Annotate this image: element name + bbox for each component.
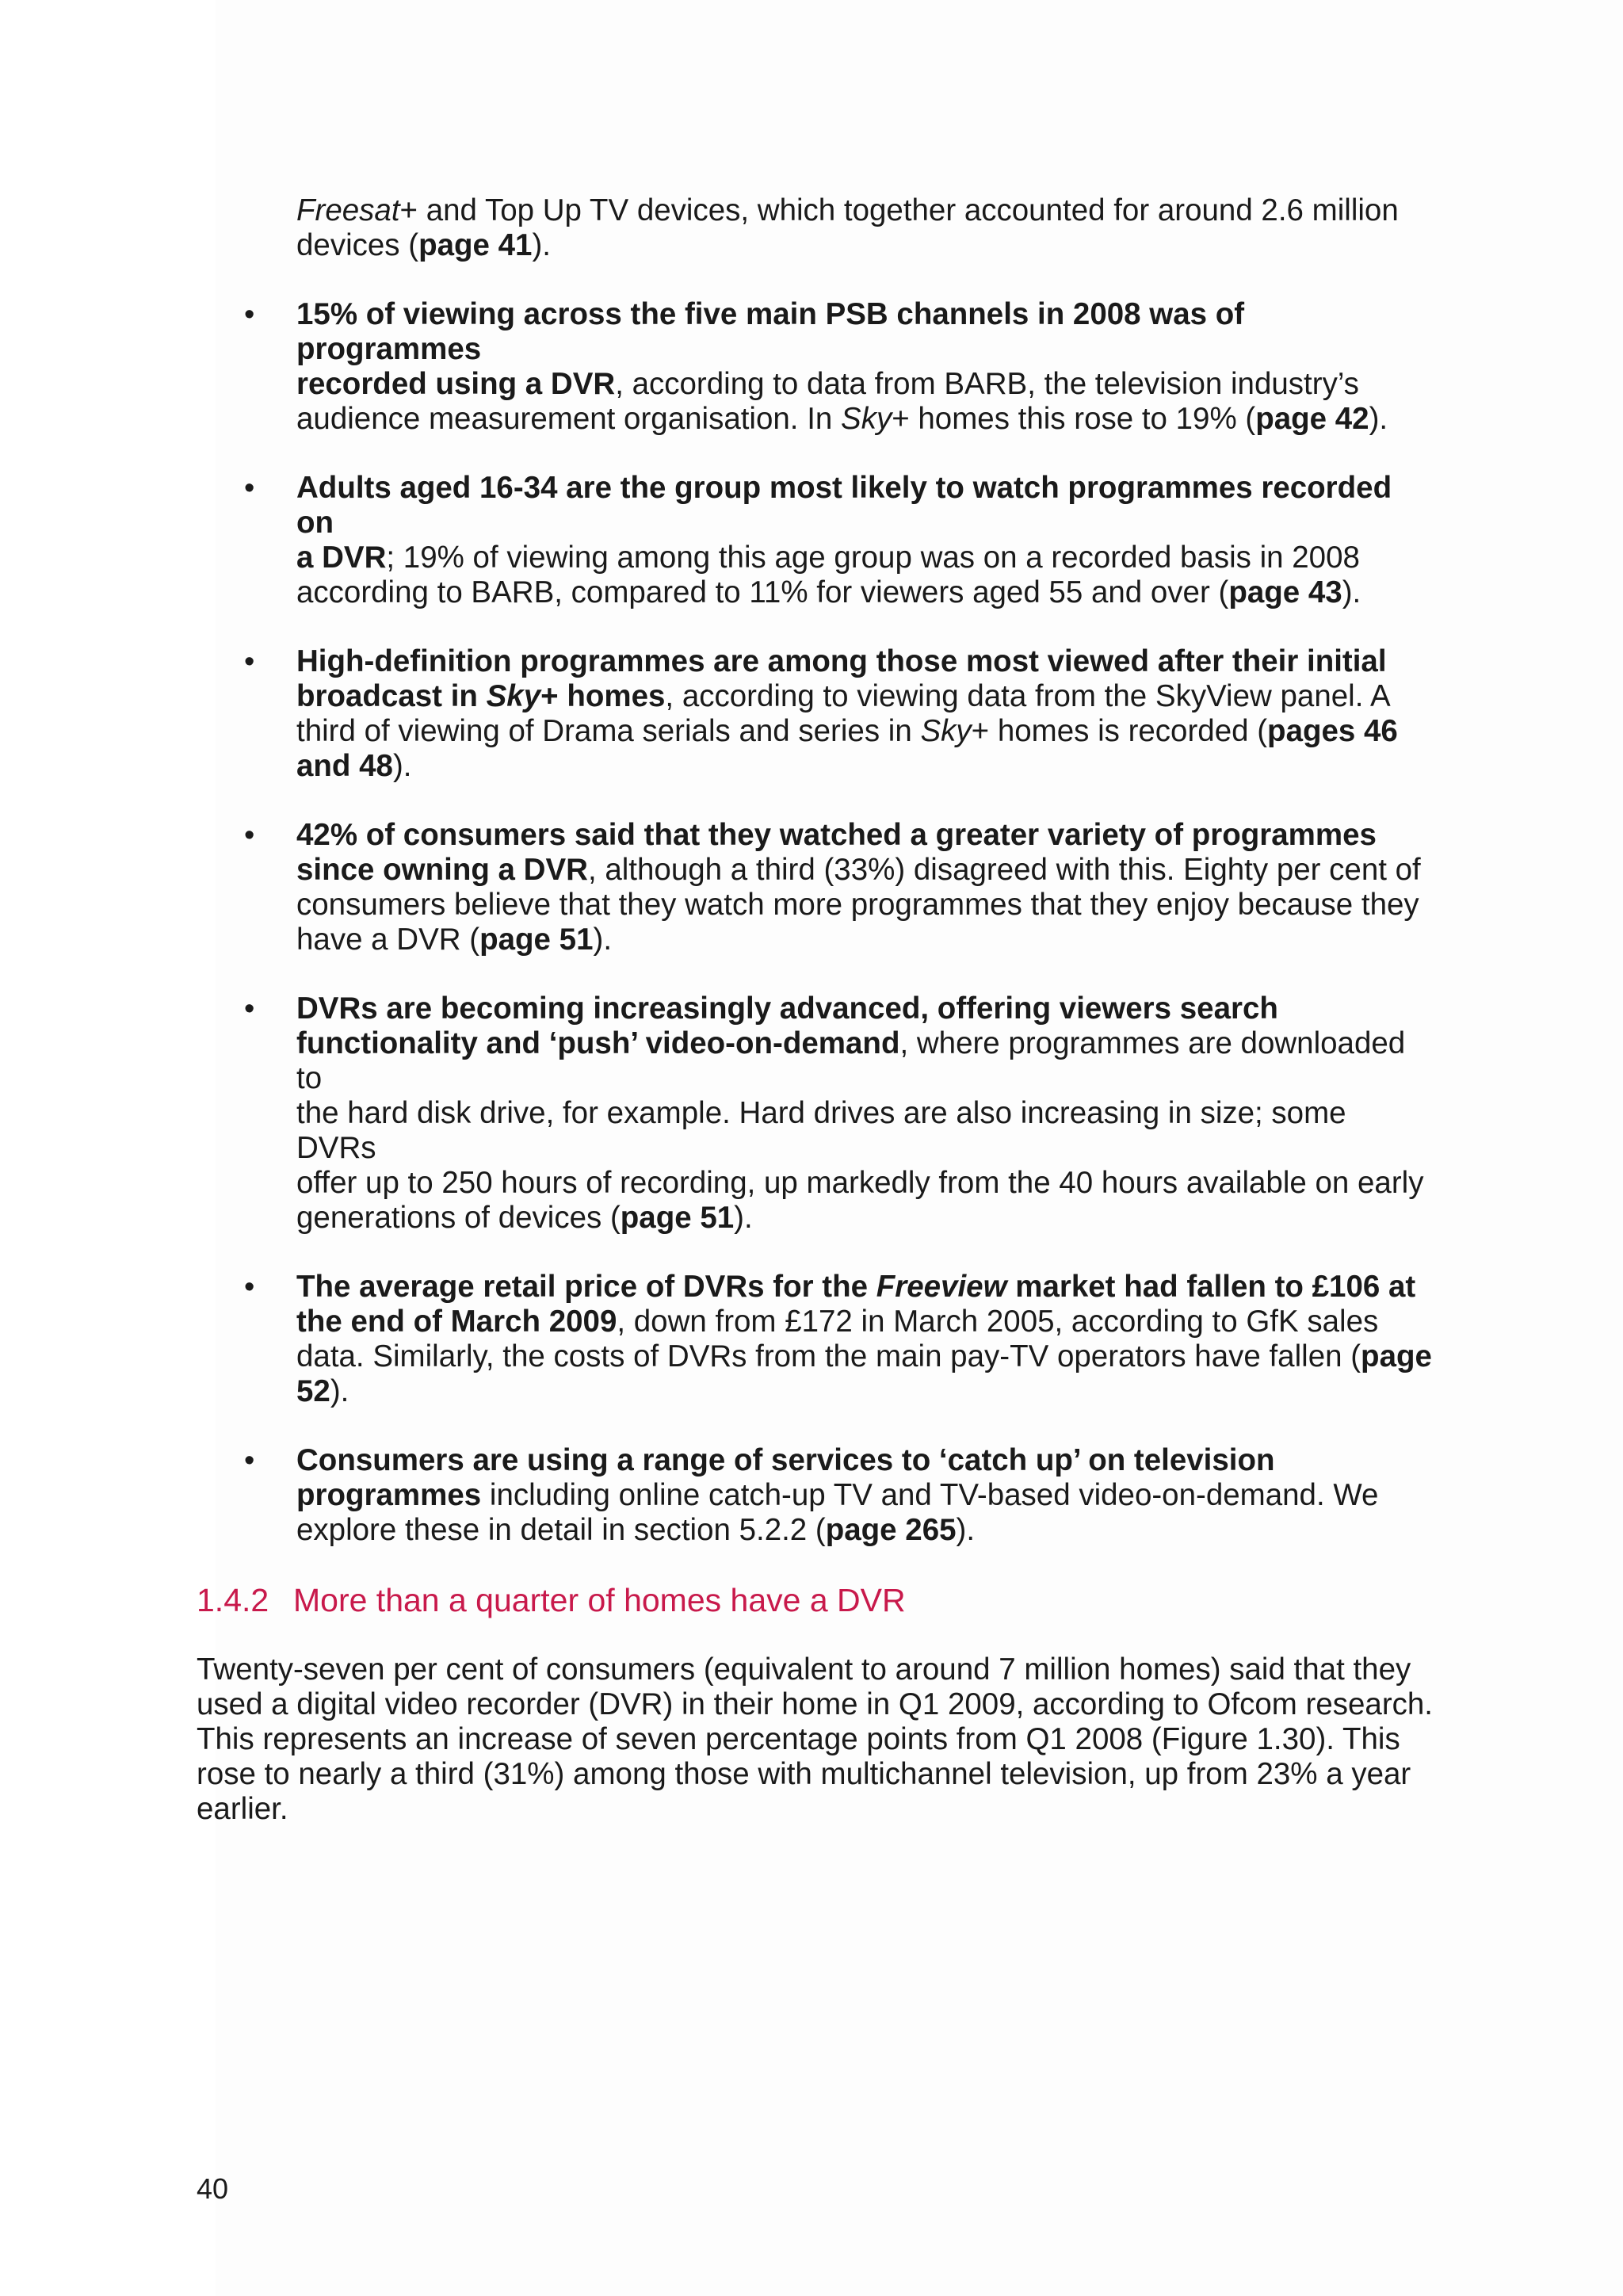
bullet-text: DVRs are becoming increasingly advanced, offering viewers search functionality and ‘push’ video-on-demand, where programmes are downloaded to the hard disk drive, for example. Hard drives are also increasing in size; some DVRs offer up to 250 hours of recording, up markedly from the 40 hours available on early generations of devices (page 51).	[296, 991, 1424, 1235]
section-heading	[197, 1580, 1433, 1620]
bullet-text: High-definition programmes are among those most viewed after their initial broadcast in Sky+ homes, according to viewing data from the SkyView panel. A third of viewing of Drama serials and series in Sky+ homes is recorded (pages 46 and 48).	[296, 644, 1398, 783]
body-paragraph: Twenty-seven per cent of consumers (equivalent to around 7 million homes) said that they used a digital video recorder (DVR) in their home in Q1 2009, according to Ofcom research. This represents an increase of seven percentage points from Q1 2008 (Figure 1.30). This rose to nearly a third (31%) among those with multichannel television, up from 23% a year earlier.	[197, 1652, 1434, 1826]
bullet-text: 42% of consumers said that they watched a greater variety of programmes since owning a DVR, although a third (33%) disagreed with this. Eighty per cent of consumers believe that they watch more programmes that they enjoy because they have a DVR (page 51).	[296, 818, 1421, 957]
list-item	[197, 1270, 1433, 1409]
bullet-text: 15% of viewing across the five main PSB channels in 2008 was of programmes recorded using a DVR, according to data from BARB, the television industry’s audience measurement organisation. In Sky+ homes this rose to 19% (page 42).	[296, 297, 1388, 436]
intro-continuation: Freesat+ and Top Up TV devices, which together accounted for around 2.6 million devices (page 41).	[296, 193, 1399, 262]
section-number: 1.4.2	[197, 1582, 269, 1618]
page-number: 40	[197, 2172, 229, 2205]
list-item	[197, 297, 1433, 437]
page-content	[197, 193, 1433, 1827]
list-item	[197, 471, 1433, 610]
list-item	[197, 644, 1433, 784]
bullet-text: Adults aged 16-34 are the group most likely to watch programmes recorded on a DVR; 19% of viewing among this age group was on a recorded basis in 2008 according to BARB, compared to 11% for viewers aged 55 and over (page 43).	[296, 471, 1392, 609]
bullet-text: Consumers are using a range of services to ‘catch up’ on television programmes including online catch-up TV and TV-based video-on-demand. We explore these in detail in section 5.2.2 (page 265).	[296, 1443, 1379, 1547]
bullet-text: The average retail price of DVRs for the Freeview market had fallen to £106 at the end of March 2009, down from £172 in March 2005, according to GfK sales data. Similarly, the costs of DVRs from the main pay-TV operators have fallen (page 52).	[296, 1270, 1432, 1408]
section-title: More than a quarter of homes have a DVR	[293, 1582, 906, 1618]
key-findings-list	[197, 297, 1433, 1548]
list-item	[197, 818, 1433, 957]
list-item	[197, 1443, 1433, 1548]
list-item	[197, 991, 1433, 1236]
